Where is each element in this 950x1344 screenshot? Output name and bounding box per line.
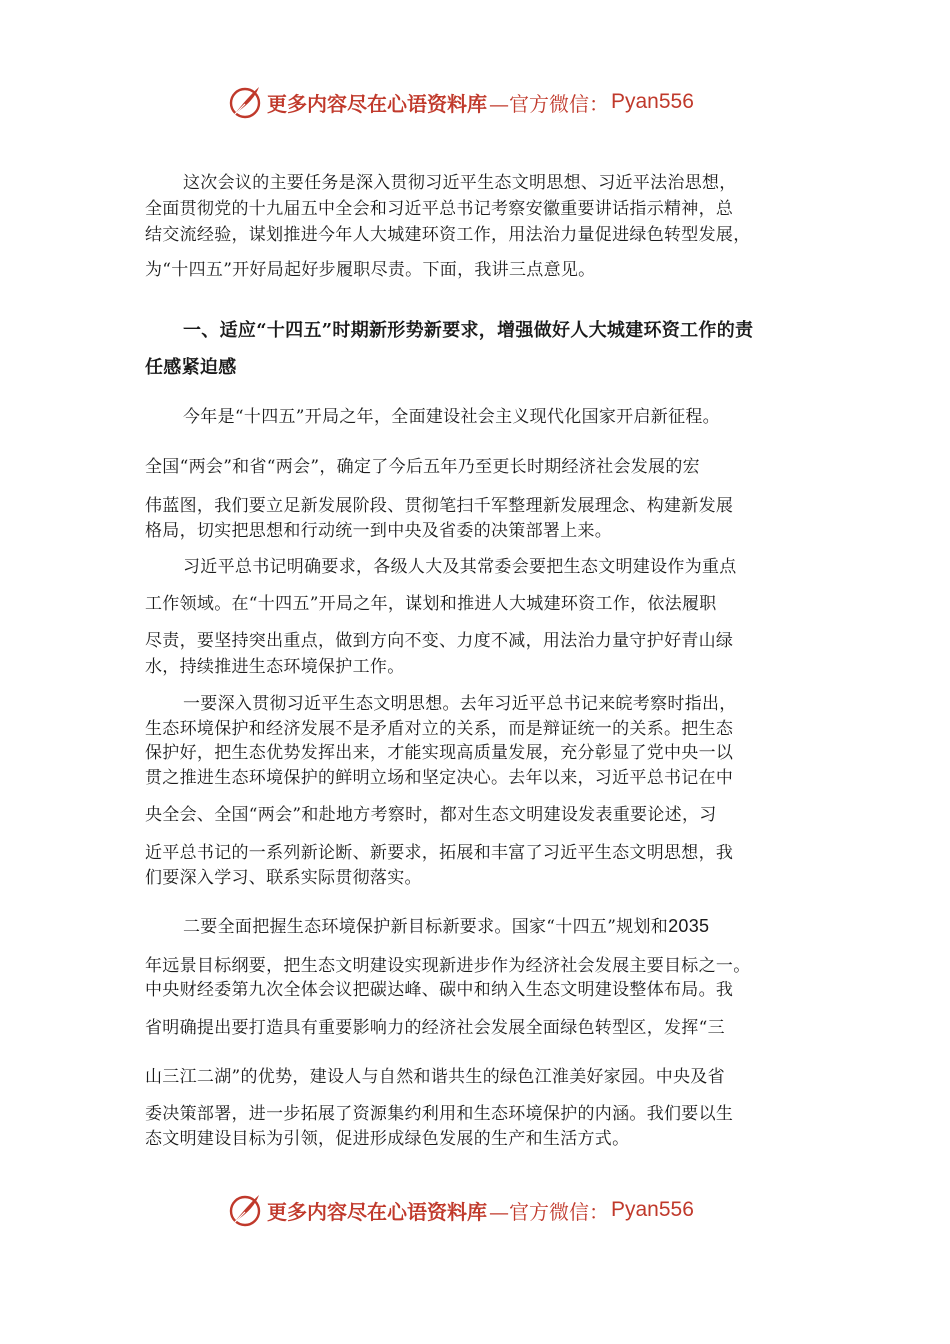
paragraph-line: 们要深入学习、联系实际贯彻落实。 bbox=[145, 868, 422, 888]
paragraph-line: 尽责，要坚持突出重点，做到方向不变、力度不减，用法治力量守护好青山绿 bbox=[145, 631, 734, 651]
banner-wechat-id: Pyan556 bbox=[611, 90, 694, 113]
banner-wechat-label: —官方微信： bbox=[489, 91, 609, 116]
intro-line: 为“十四五”开好局起好步履职尽责。下面，我讲三点意见。 bbox=[145, 260, 596, 280]
paragraph-line: 全国“两会”和省“两会”，确定了今后五年乃至更长时期经济社会发展的宏 bbox=[145, 457, 700, 477]
paragraph-text: 二要全面把握生态环境保护新目标新要求。国家“十四五”规划和 bbox=[183, 917, 669, 937]
header-banner bbox=[225, 82, 694, 122]
paragraph-line: 一要深入贯彻习近平生态文明思想。去年习近平总书记来皖考察时指出， bbox=[183, 694, 737, 714]
paragraph-line: 近平总书记的一系列新论断、新要求，拓展和丰富了习近平生态文明思想，我 bbox=[145, 843, 734, 863]
paragraph-line: 中央财经委第九次全体会议把碳达峰、碳中和纳入生态文明建设整体布局。我 bbox=[145, 980, 734, 1000]
intro-line: 结交流经验，谋划推进今年人大城建环资工作，用法治力量促进绿色转型发展， bbox=[145, 225, 751, 245]
paragraph-line: 委决策部署，进一步拓展了资源集约利用和生态环境保护的内涵。我们要以生 bbox=[145, 1104, 734, 1124]
footer-banner bbox=[225, 1190, 694, 1230]
paragraph-line: 工作领域。在“十四五”开局之年，谋划和推进人大城建环资工作，依法履职 bbox=[145, 594, 717, 614]
banner-wechat-label: —官方微信： bbox=[489, 1199, 609, 1224]
paragraph-line: 伟蓝图，我们要立足新发展阶段、贯彻笔扫千军整理新发展理念、构建新发展 bbox=[145, 496, 734, 516]
paragraph-line: 今年是“十四五”开局之年，全面建设社会主义现代化国家开启新征程。 bbox=[183, 407, 720, 427]
banner-title: 更多内容尽在心语资料库 bbox=[267, 91, 487, 116]
paragraph-line: 水，持续推进生态环境保护工作。 bbox=[145, 657, 405, 677]
paragraph-line: 习近平总书记明确要求，各级人大及其常委会要把生态文明建设作为重点 bbox=[183, 557, 737, 577]
paragraph-line bbox=[183, 915, 709, 938]
section-heading: 任感紧迫感 bbox=[145, 357, 237, 378]
paragraph-line: 山三江二湖”的优势，建设人与自然和谐共生的绿色江淮美好家园。中央及省 bbox=[145, 1067, 725, 1087]
quill-logo-icon bbox=[225, 82, 265, 122]
paragraph-line: 央全会、全国“两会”和赴地方考察时，都对生态文明建设发表重要论述，习 bbox=[145, 805, 717, 825]
paragraph-line: 格局，切实把思想和行动统一到中央及省委的决策部署上来。 bbox=[145, 521, 613, 541]
intro-line: 这次会议的主要任务是深入贯彻习近平生态文明思想、习近平法治思想， bbox=[183, 173, 737, 193]
paragraph-line: 年远景目标纲要，把生态文明建设实现新进步作为经济社会发展主要目标之一。 bbox=[145, 956, 751, 976]
banner-title: 更多内容尽在心语资料库 bbox=[267, 1199, 487, 1224]
paragraph-line: 生态环境保护和经济发展不是矛盾对立的关系，而是辩证统一的关系。把生态 bbox=[145, 719, 734, 739]
banner-wechat-id: Pyan556 bbox=[611, 1198, 694, 1221]
paragraph-line: 态文明建设目标为引领，促进形成绿色发展的生产和生活方式。 bbox=[145, 1129, 630, 1149]
paragraph-line: 贯之推进生态环境保护的鲜明立场和坚定决心。去年以来，习近平总书记在中 bbox=[145, 768, 734, 788]
year-number: 2035 bbox=[668, 916, 710, 936]
paragraph-line: 保护好，把生态优势发挥出来，才能实现高质量发展，充分彰显了党中央一以 bbox=[145, 743, 734, 763]
section-heading: 一、适应“十四五”时期新形势新要求，增强做好人大城建环资工作的责 bbox=[183, 320, 754, 341]
paragraph-line: 省明确提出要打造具有重要影响力的经济社会发展全面绿色转型区，发挥“三 bbox=[145, 1018, 725, 1038]
quill-logo-icon bbox=[225, 1190, 265, 1230]
intro-line: 全面贯彻党的十九届五中全会和习近平总书记考察安徽重要讲话指示精神，总 bbox=[145, 199, 734, 219]
